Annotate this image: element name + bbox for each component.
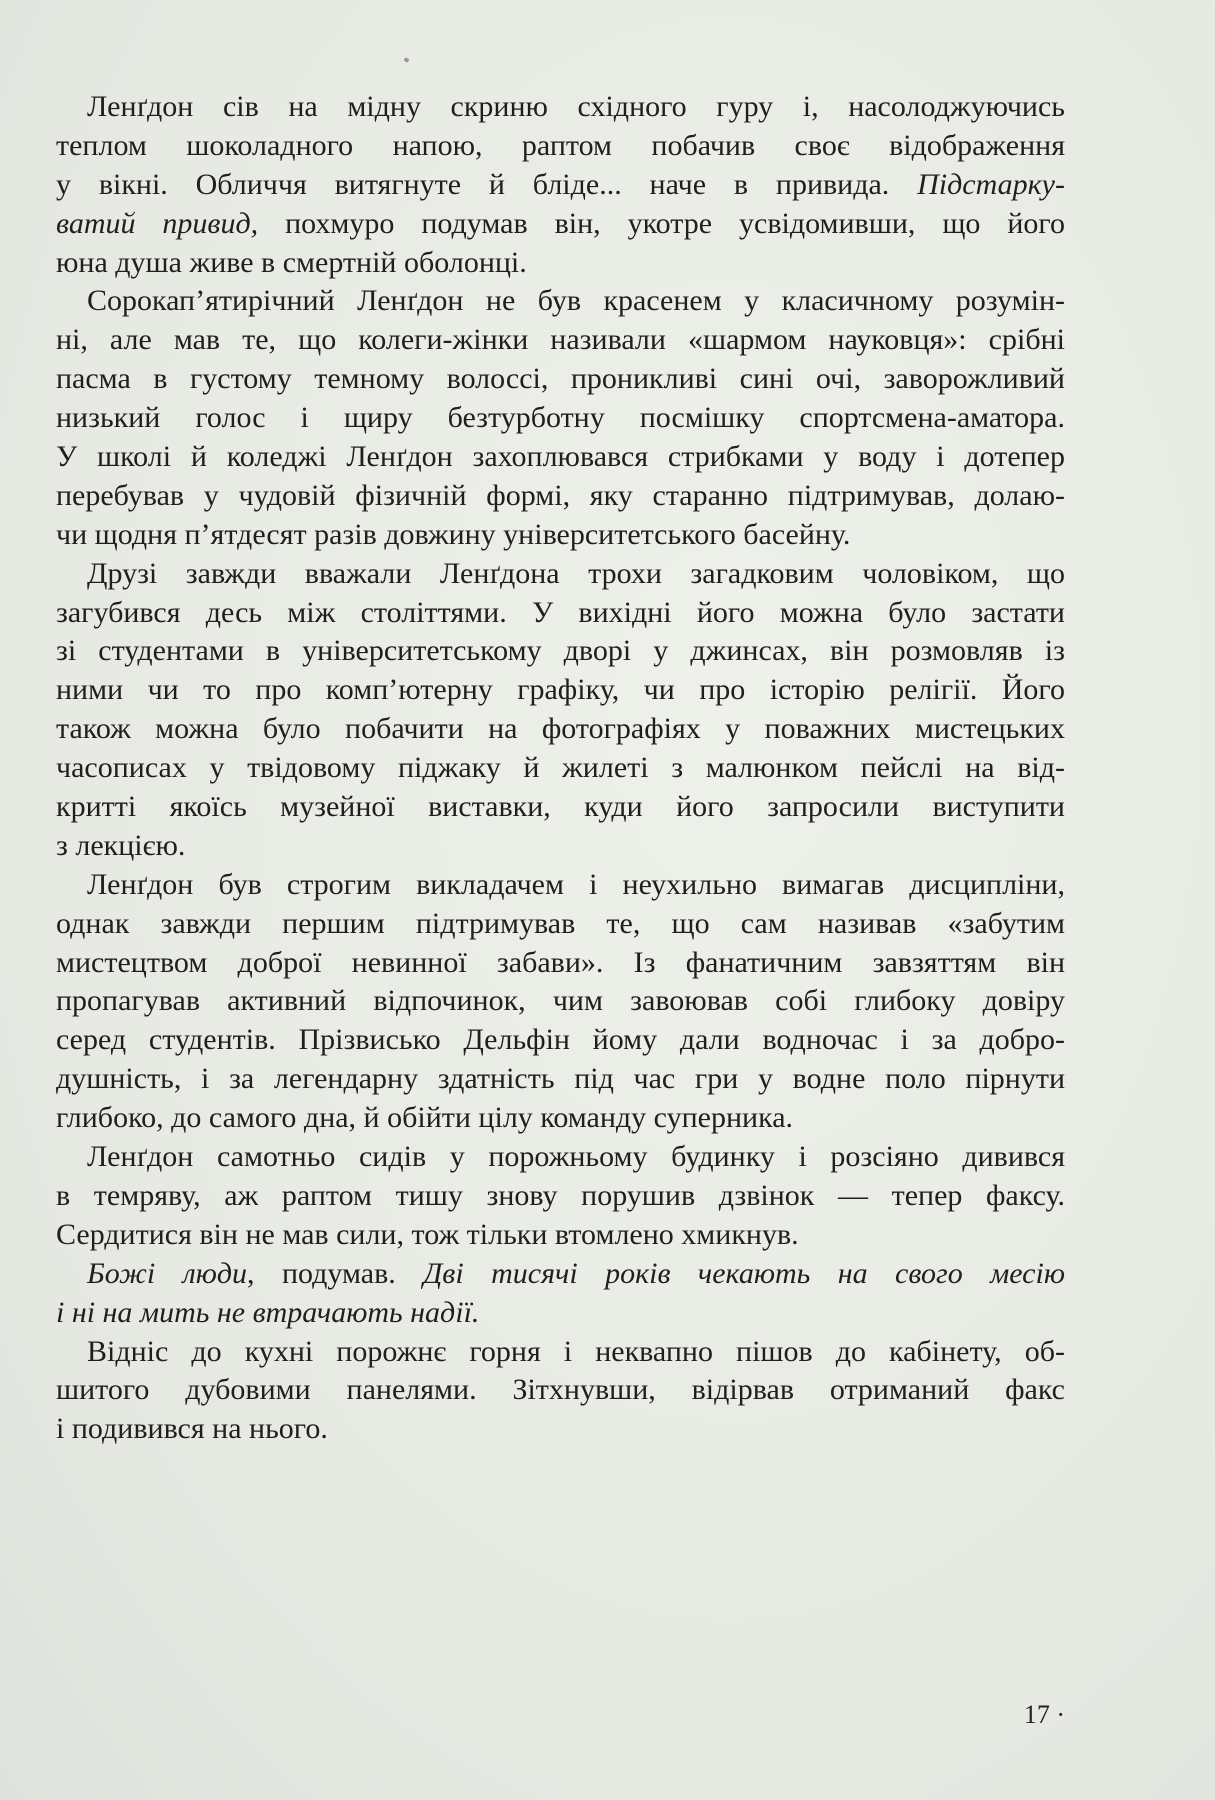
text-line: [56, 321, 1065, 360]
paragraph: [56, 1333, 1065, 1450]
text-line: [56, 866, 1065, 905]
text-segment: Ленґдон був строгим викладачем і неухильно вимагав дисципліни,: [87, 867, 1065, 901]
text-line: [56, 555, 1065, 594]
text-segment: загубився десь між століттями. У вихідні його можна було застати: [56, 595, 1065, 629]
book-page-text: [56, 88, 1065, 1449]
text-line: [56, 1099, 1065, 1138]
text-line: [56, 1216, 1065, 1255]
text-line: [56, 905, 1065, 944]
text-line: [56, 671, 1065, 710]
text-segment: зі студентами в університетському дворі у джинсах, він розмовляв із: [56, 634, 1065, 668]
text-segment: однак завжди першим підтримував те, що сам називав «забутим: [56, 906, 1065, 940]
paragraph: [56, 88, 1065, 282]
text-line: [56, 827, 1065, 866]
text-segment: низький голос і щиру безтурботну посмішку спортсмена-аматора.: [56, 401, 1065, 435]
text-segment: чи щодня п’ятдесят разів довжину університетського басейну.: [56, 517, 851, 551]
text-segment: душність, і за легендарну здатність під час гри у водне поло пірнути: [56, 1062, 1065, 1096]
text-segment: пасма в густому темному волоссі, проникливі сині очі, заворожливий: [56, 362, 1065, 396]
text-line: [56, 1177, 1065, 1216]
paragraph: [56, 555, 1065, 866]
text-segment: Сердитися він не мав сили, тож тільки втомлено хмикнув.: [56, 1217, 799, 1251]
paragraph: [56, 866, 1065, 1138]
text-line: [56, 1021, 1065, 1060]
text-line: [56, 244, 1065, 283]
text-line: [56, 477, 1065, 516]
text-segment: похмуро подумав він, укотре усвідомивши, що його: [258, 206, 1065, 240]
text-segment: Ленґдон самотньо сидів у порожньому будинку і розсіяно дивився: [87, 1140, 1065, 1174]
text-line: [56, 205, 1065, 244]
text-line: [56, 1255, 1065, 1294]
text-segment: пропагував активний відпочинок, чим завоював собі глибоку довіру: [56, 984, 1065, 1018]
text-segment: У школі й коледжі Ленґдон захоплювався стрибками у воду і дотепер: [56, 440, 1065, 474]
text-segment: серед студентів. Прізвисько Дельфін йому дали водночас і за добро-: [56, 1023, 1065, 1057]
text-line: [56, 632, 1065, 671]
text-segment: ними чи то про комп’ютерну графіку, чи про історію релігії. Його: [56, 673, 1065, 707]
text-segment: Ленґдон сів на мідну скриню східного гуру і, насолоджуючись: [87, 90, 1065, 123]
text-segment: шитого дубовими панелями. Зітхнувши, відірвав отриманий факс: [56, 1373, 1065, 1407]
text-segment: юна душа живе в смертній оболонці.: [56, 245, 527, 279]
paragraph: [56, 1255, 1065, 1333]
italic-text: Підстарку-: [917, 167, 1065, 201]
text-line: [56, 1371, 1065, 1410]
text-line: [56, 1333, 1065, 1372]
paragraph: [56, 282, 1065, 554]
text-line: [56, 982, 1065, 1021]
text-segment: критті якоїсь музейної виставки, куди його запросили виступити: [56, 790, 1065, 824]
text-segment: глибоко, до самого дна, й обійти цілу команду суперника.: [56, 1101, 794, 1135]
text-line: [56, 1294, 1065, 1333]
text-line: [56, 516, 1065, 555]
text-line: [56, 1138, 1065, 1177]
text-line: [56, 1410, 1065, 1449]
text-line: [56, 749, 1065, 788]
text-segment: Сорокап’ятирічний Ленґдон не був красенем у класичному розумін-: [87, 284, 1065, 318]
text-line: [56, 944, 1065, 983]
text-line: [56, 399, 1065, 438]
text-line: [56, 438, 1065, 477]
text-segment: і подивився на нього.: [56, 1412, 328, 1446]
paragraph: [56, 1138, 1065, 1255]
text-line: [56, 127, 1065, 166]
italic-text: ватий привид,: [56, 206, 259, 240]
text-segment: в темряву, аж раптом тишу знову порушив дзвінок — тепер факсу.: [56, 1178, 1065, 1212]
text-line: [56, 282, 1065, 321]
italic-text: Божі люди: [87, 1256, 248, 1290]
text-line: [56, 1060, 1065, 1099]
text-segment: перебував у чудовій фізичній формі, яку старанно підтримував, долаю-: [56, 478, 1065, 512]
text-segment: ні, але мав те, що колеги-жінки називали «шармом науковця»: срібні: [56, 323, 1065, 357]
italic-text: і ні на мить не втрачають надії.: [56, 1295, 480, 1329]
text-segment: з лекцією.: [56, 828, 186, 862]
text-line: [56, 710, 1065, 749]
italic-text: Дві тисячі років чекають на свого месію: [423, 1256, 1065, 1290]
text-segment: також можна було побачити на фотографіях у поважних мистецьких: [56, 712, 1065, 746]
text-segment: , подумав.: [247, 1256, 424, 1290]
scan-speck: [403, 57, 409, 63]
text-segment: часописах у твідовому піджаку й жилеті з малюнком пейслі на від-: [56, 751, 1065, 785]
text-line: [56, 594, 1065, 633]
text-segment: теплом шоколадного напою, раптом побачив своє відображення: [56, 128, 1065, 162]
text-line: [56, 88, 1065, 127]
text-segment: у вікні. Обличчя витягнуте й бліде... наче в привида.: [56, 167, 918, 201]
text-segment: Друзі завжди вважали Ленґдона трохи загадковим чоловіком, що: [87, 556, 1065, 590]
page-number: 17 ·: [1023, 1700, 1065, 1729]
text-segment: мистецтвом доброї невинної забави». Із фанатичним завзяттям він: [56, 945, 1065, 979]
text-line: [56, 788, 1065, 827]
text-segment: Відніс до кухні порожнє горня і неквапно пішов до кабінету, об-: [87, 1334, 1065, 1368]
text-line: [56, 166, 1065, 205]
text-line: [56, 360, 1065, 399]
